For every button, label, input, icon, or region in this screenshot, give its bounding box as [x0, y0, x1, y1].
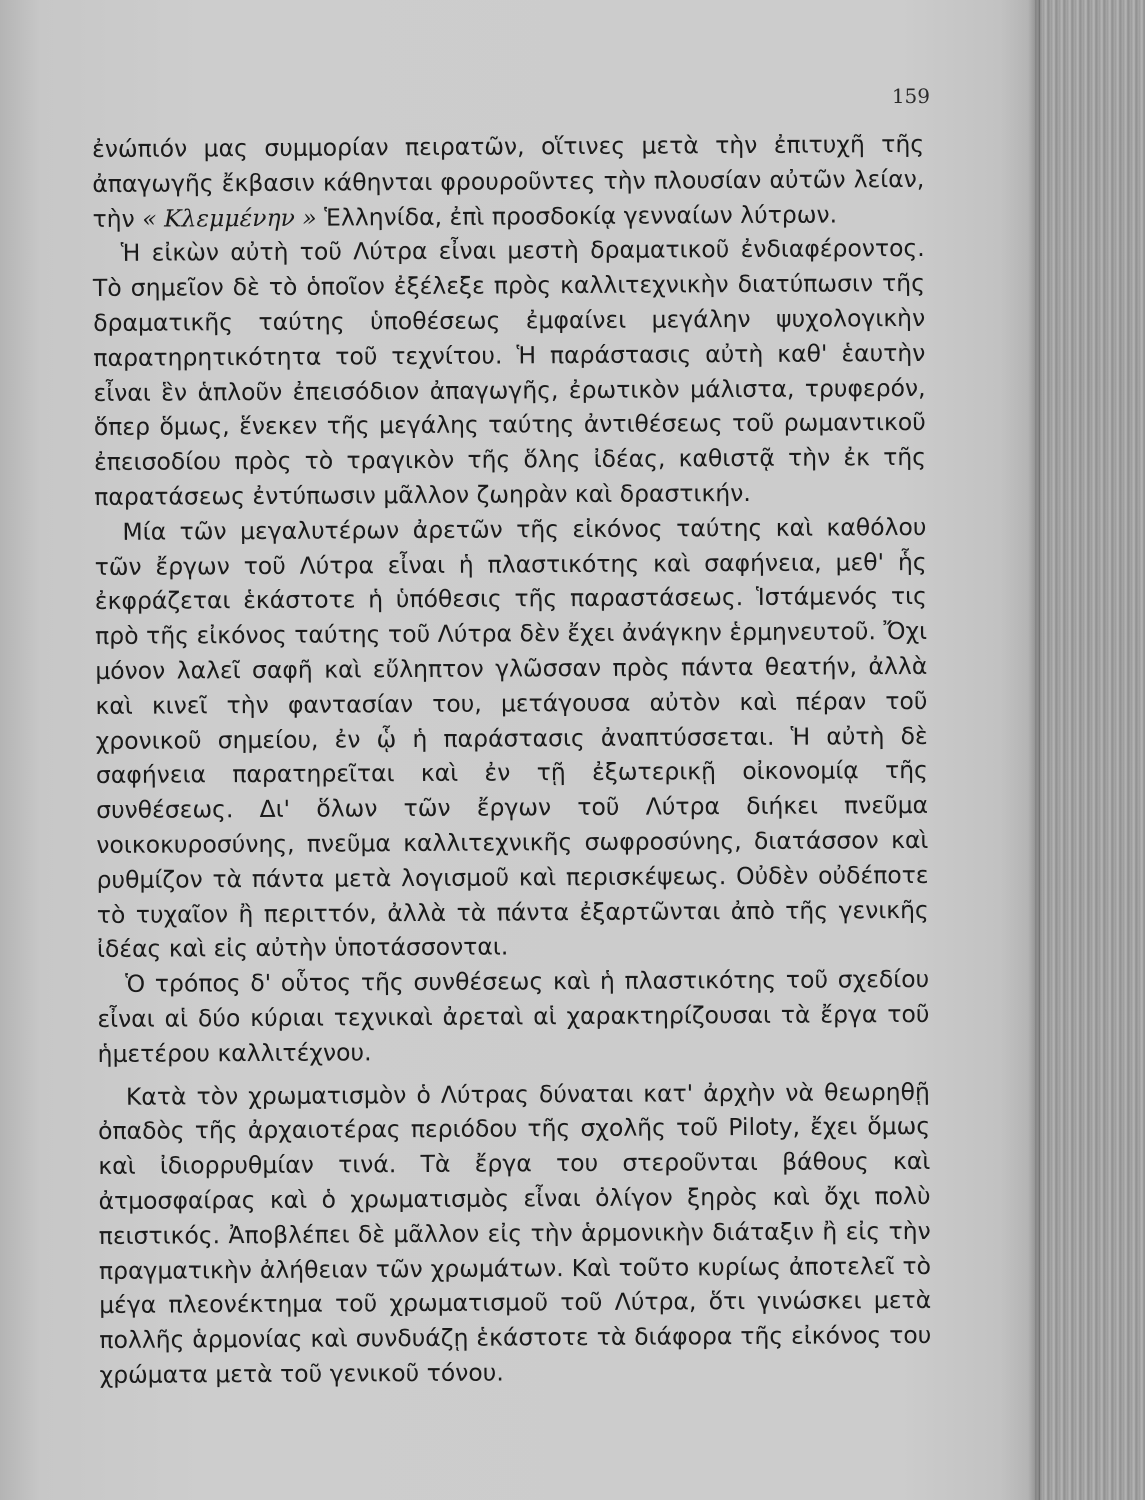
paragraph-3: Μία τῶν μεγαλυτέρων ἀρετῶν τῆς εἰκόνος ταύτης καὶ καθόλου τῶν ἔργων τοῦ Λύτρα εἶναι ἡ πλαστικότης καὶ σαφήνεια, μεθ' ἧς ἐκφράζεται ἑκάστοτε ἡ ὑπόθεσις τῆς παραστάσεως. Ἱστάμενός τις πρὸ τῆς εἰκόνος ταύτης τοῦ Λύτρα δὲν ἔχει ἀνάγκην ἑρμηνευτοῦ. Ὄχι μόνον λαλεῖ σαφῆ καὶ εὔληπτον γλῶσσαν πρὸς πάντα θεατήν, ἀλλὰ καὶ κινεῖ τὴν φαντασίαν του, μετάγουσα αὐτὸν καὶ πέραν τοῦ χρονικοῦ σημείου, ἐν ᾧ ἡ παράστασις ἀναπτύσσεται. Ἡ αὐτὴ δὲ σαφήνεια παρατηρεῖται καὶ ἐν τῇ ἐξωτερικῇ οἰκονομίᾳ τῆς συνθέσεως. Δι' ὅλων τῶν ἔργων τοῦ Λύτρα διήκει πνεῦμα νοικοκυροσύνης, πνεῦμα καλλιτεχνικῆς σωφροσύνης, διατάσσον καὶ ρυθμίζον τὰ πάντα μετὰ λογισμοῦ καὶ περισκέψεως. Οὐδὲν οὐδέποτε τὸ τυχαῖον ἢ περιττόν, ἀλλὰ τὰ πάντα ἐξαρτῶνται ἀπὸ τῆς γενικῆς ἰδέας καὶ εἰς αὐτὴν ὑποτάσσονται.: [94, 512, 929, 964]
paragraph-1-text-a: ἐνώπιόν μας συμμορίαν πειρατῶν, οἵτινες μετὰ τὴν ἐπιτυχῆ τῆς ἀπαγωγῆς ἔκβασιν κάθηνται φρουροῦντες τὴν πλουσίαν αὐτῶν λείαν, τὴν: [92, 129, 925, 233]
paragraph-2: Ἡ εἰκὼν αὐτὴ τοῦ Λύτρα εἶναι μεστὴ δραματικοῦ ἐνδιαφέροντος. Τὸ σημεῖον δὲ τὸ ὁποῖον ἐξέλεξε πρὸς καλλιτεχνικὴν διατύπωσιν τῆς δραματικῆς ταύτης ὑποθέσεως ἐμφαίνει μεγάλην ψυχολογικὴν παρατηρητικότητα τοῦ τεχνίτου. Ἡ παράστασις αὐτὴ καθ' ἑαυτὴν εἶναι ἓν ἁπλοῦν ἐπεισόδιον ἀπαγωγῆς, ἐρωτικὸν μάλιστα, τρυφερόν, ὅπερ ὅμως, ἕνεκεν τῆς μεγάλης ταύτης ἀντιθέσεως τοῦ ρωμαντικοῦ ἐπεισοδίου πρὸς τὸ τραγικὸν τῆς ὅλης ἰδέας, καθιστᾷ τὴν ἐκ τῆς παρατάσεως ἐντύπωσιν μᾶλλον ζωηρὰν καὶ δραστικήν.: [92, 234, 927, 511]
body-text: [92, 127, 932, 1393]
paragraph-1-text-b: Ἑλληνίδα, ἐπὶ προσδοκίᾳ γενναίων λύτρων.: [316, 200, 838, 232]
painting-title: « Κλεμμένην »: [142, 203, 317, 233]
page-gutter-shadow: [1028, 0, 1040, 1500]
paragraph-4: Ὁ τρόπος δ' οὗτος τῆς συνθέσεως καὶ ἡ πλαστικότης τοῦ σχεδίου εἶναι αἱ δύο κύριαι τεχνικαὶ ἀρεταὶ αἱ χαρακτηρίζουσαι τὰ ἔργα τοῦ ἡμετέρου καλλιτέχνου.: [97, 965, 930, 1068]
page-number: 159: [891, 84, 930, 108]
paragraph-1: [92, 127, 925, 236]
paragraph-5: Κατὰ τὸν χρωματισμὸν ὁ Λύτρας δύναται κατ' ἀρχὴν νὰ θεωρηθῇ ὀπαδὸς τῆς ἀρχαιοτέρας περιόδου τῆς σχολῆς τοῦ Piloty, ἔχει ὅμως καὶ ἰδιορρυθμίαν τινά. Τὰ ἔργα του στεροῦνται βάθους καὶ ἀτμοσφαίρας καὶ ὁ χρωματισμὸς εἶναι ὀλίγον ξηρὸς καὶ ὄχι πολὺ πειστικός. Ἀποβλέπει δὲ μᾶλλον εἰς τὴν ἁρμονικὴν διάταξιν ἢ εἰς τὴν πραγματικὴν ἀλήθειαν τῶν χρωμάτων. Καὶ τοῦτο κυρίως ἀποτελεῖ τὸ μέγα πλεονέκτημα τοῦ χρωματισμοῦ τοῦ Λύτρα, ὅτι γινώσκει μετὰ πολλῆς ἁρμονίας καὶ συνδυάζῃ ἑκάστοτε τὰ διάφορα τῆς εἰκόνος του χρώματα μετὰ τοῦ γενικοῦ τόνου.: [98, 1077, 932, 1389]
book-page-edges: [1035, 0, 1145, 1500]
